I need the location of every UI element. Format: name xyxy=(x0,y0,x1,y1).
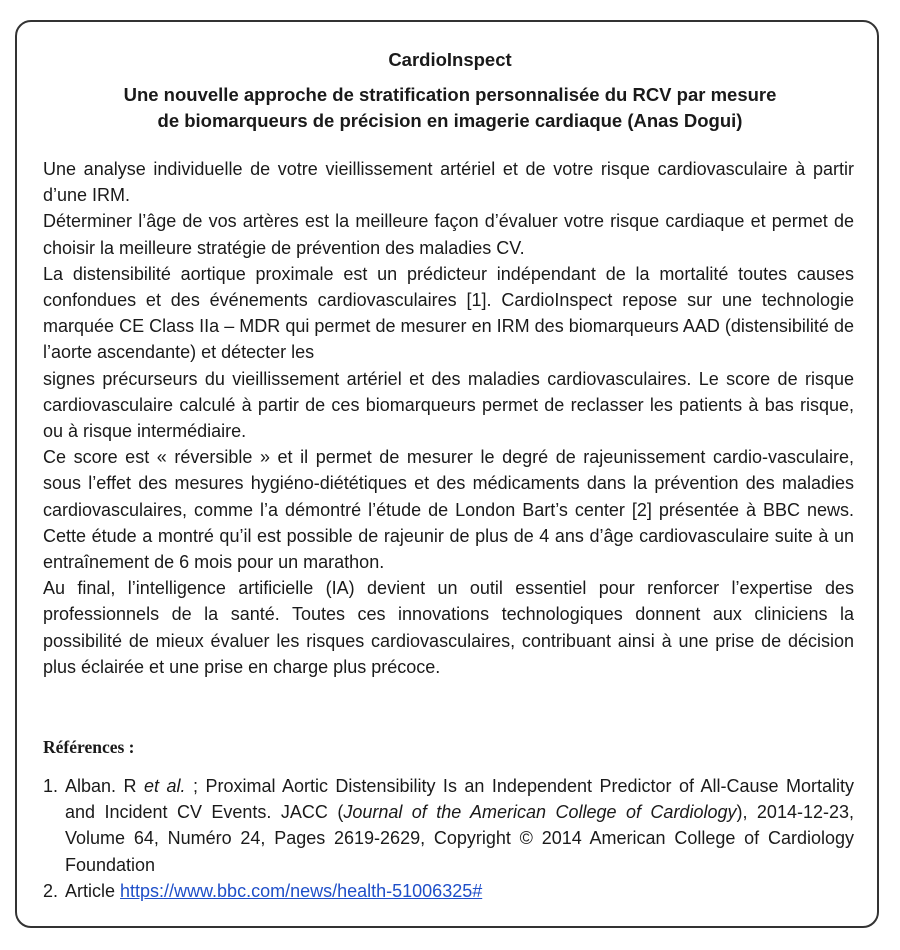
reference-item-2 xyxy=(43,878,854,904)
reference-item-1 xyxy=(43,773,854,878)
brand-title: CardioInspect xyxy=(388,49,512,70)
paragraph-4: signes précurseurs du vieillissement artériel et des maladies cardiovasculaires. Le score de risque cardiovasculaire calculé à partir de ces biomarqueurs permet de reclasser les patients à bas risque, ou à risque intermédiaire. xyxy=(43,368,854,442)
reference-prefix: Article xyxy=(65,880,121,901)
subtitle-line-1: Une nouvelle approche de stratification personnalisée du RCV par mesure xyxy=(123,84,777,105)
paragraph-3: La distensibilité aortique proximale est un prédicteur indépendant de la mortalité toutes causes confondues et des événements cardiovasculaires [1]. CardioInspect repose sur une technologie marquée CE Class IIa – MDR qui permet de mesurer en IRM des biomarqueurs AAD (distensibilité de l’aorte ascendante) et détecter les xyxy=(43,263,854,363)
body-text xyxy=(43,156,854,680)
paragraph-5: Ce score est « réversible » et il permet de mesurer le degré de rajeunissement cardio-vasculaire, sous l’effet des mesures hygiéno-diététiques et des médicaments dans la prévention des maladies cardiovasculaires, comme l’a démontré l’étude de London Bart’s center [2] présentée à BBC news. Cette étude a montré qu’il est possible de rajeunir de plus de 4 ans d’âge cardiovasculaire suite à un entraînement de 6 mois pour un marathon. xyxy=(43,447,854,573)
subtitle-line-2: de biomarqueurs de précision en imagerie cardiaque (Anas Dogui) xyxy=(157,110,743,131)
reference-journal: Journal of the American College of Cardiology xyxy=(343,802,737,823)
reference-article-title: ; Proximal Aortic Distensibility Is an Independent Predictor of All-Cause Mortality and Incident CV Events. JACC ( xyxy=(65,776,854,823)
document-subtitle xyxy=(0,82,900,134)
reference-details: ), 2014-12-23, Volume 64, Numéro 24, Pages 2619-2629, Copyright © 2014 American College of Cardiology Foundation xyxy=(65,802,854,875)
reference-number: 2. xyxy=(43,880,59,901)
paragraph-6: Au final, l’intelligence artificielle (IA) devient un outil essentiel pour renforcer l’expertise des professionnels de la santé. Toutes ces innovations technologiques donnent aux cliniciens la possibilité de mieux évaluer les risques cardiovasculaires, contribuant ainsi à une prise de décision plus éclairée et une prise en charge plus précoce. xyxy=(43,578,854,677)
reference-number: 1. xyxy=(43,776,59,796)
references-title: Références : xyxy=(43,737,135,757)
reference-authors: Alban. R xyxy=(65,776,144,796)
references-list xyxy=(43,773,854,904)
paragraph-1: Une analyse individuelle de votre vieillissement artériel et de votre risque cardiovasculaire à partir d’une IRM. xyxy=(43,159,854,206)
reference-link[interactable]: https://www.bbc.com/news/health-51006325# xyxy=(120,880,483,901)
reference-et-al: et al. xyxy=(144,776,186,796)
paragraph-2: Déterminer l’âge de vos artères est la meilleure façon d’évaluer votre risque cardiaque et permet de choisir la meilleure stratégie de prévention des maladies CV. xyxy=(43,211,854,258)
